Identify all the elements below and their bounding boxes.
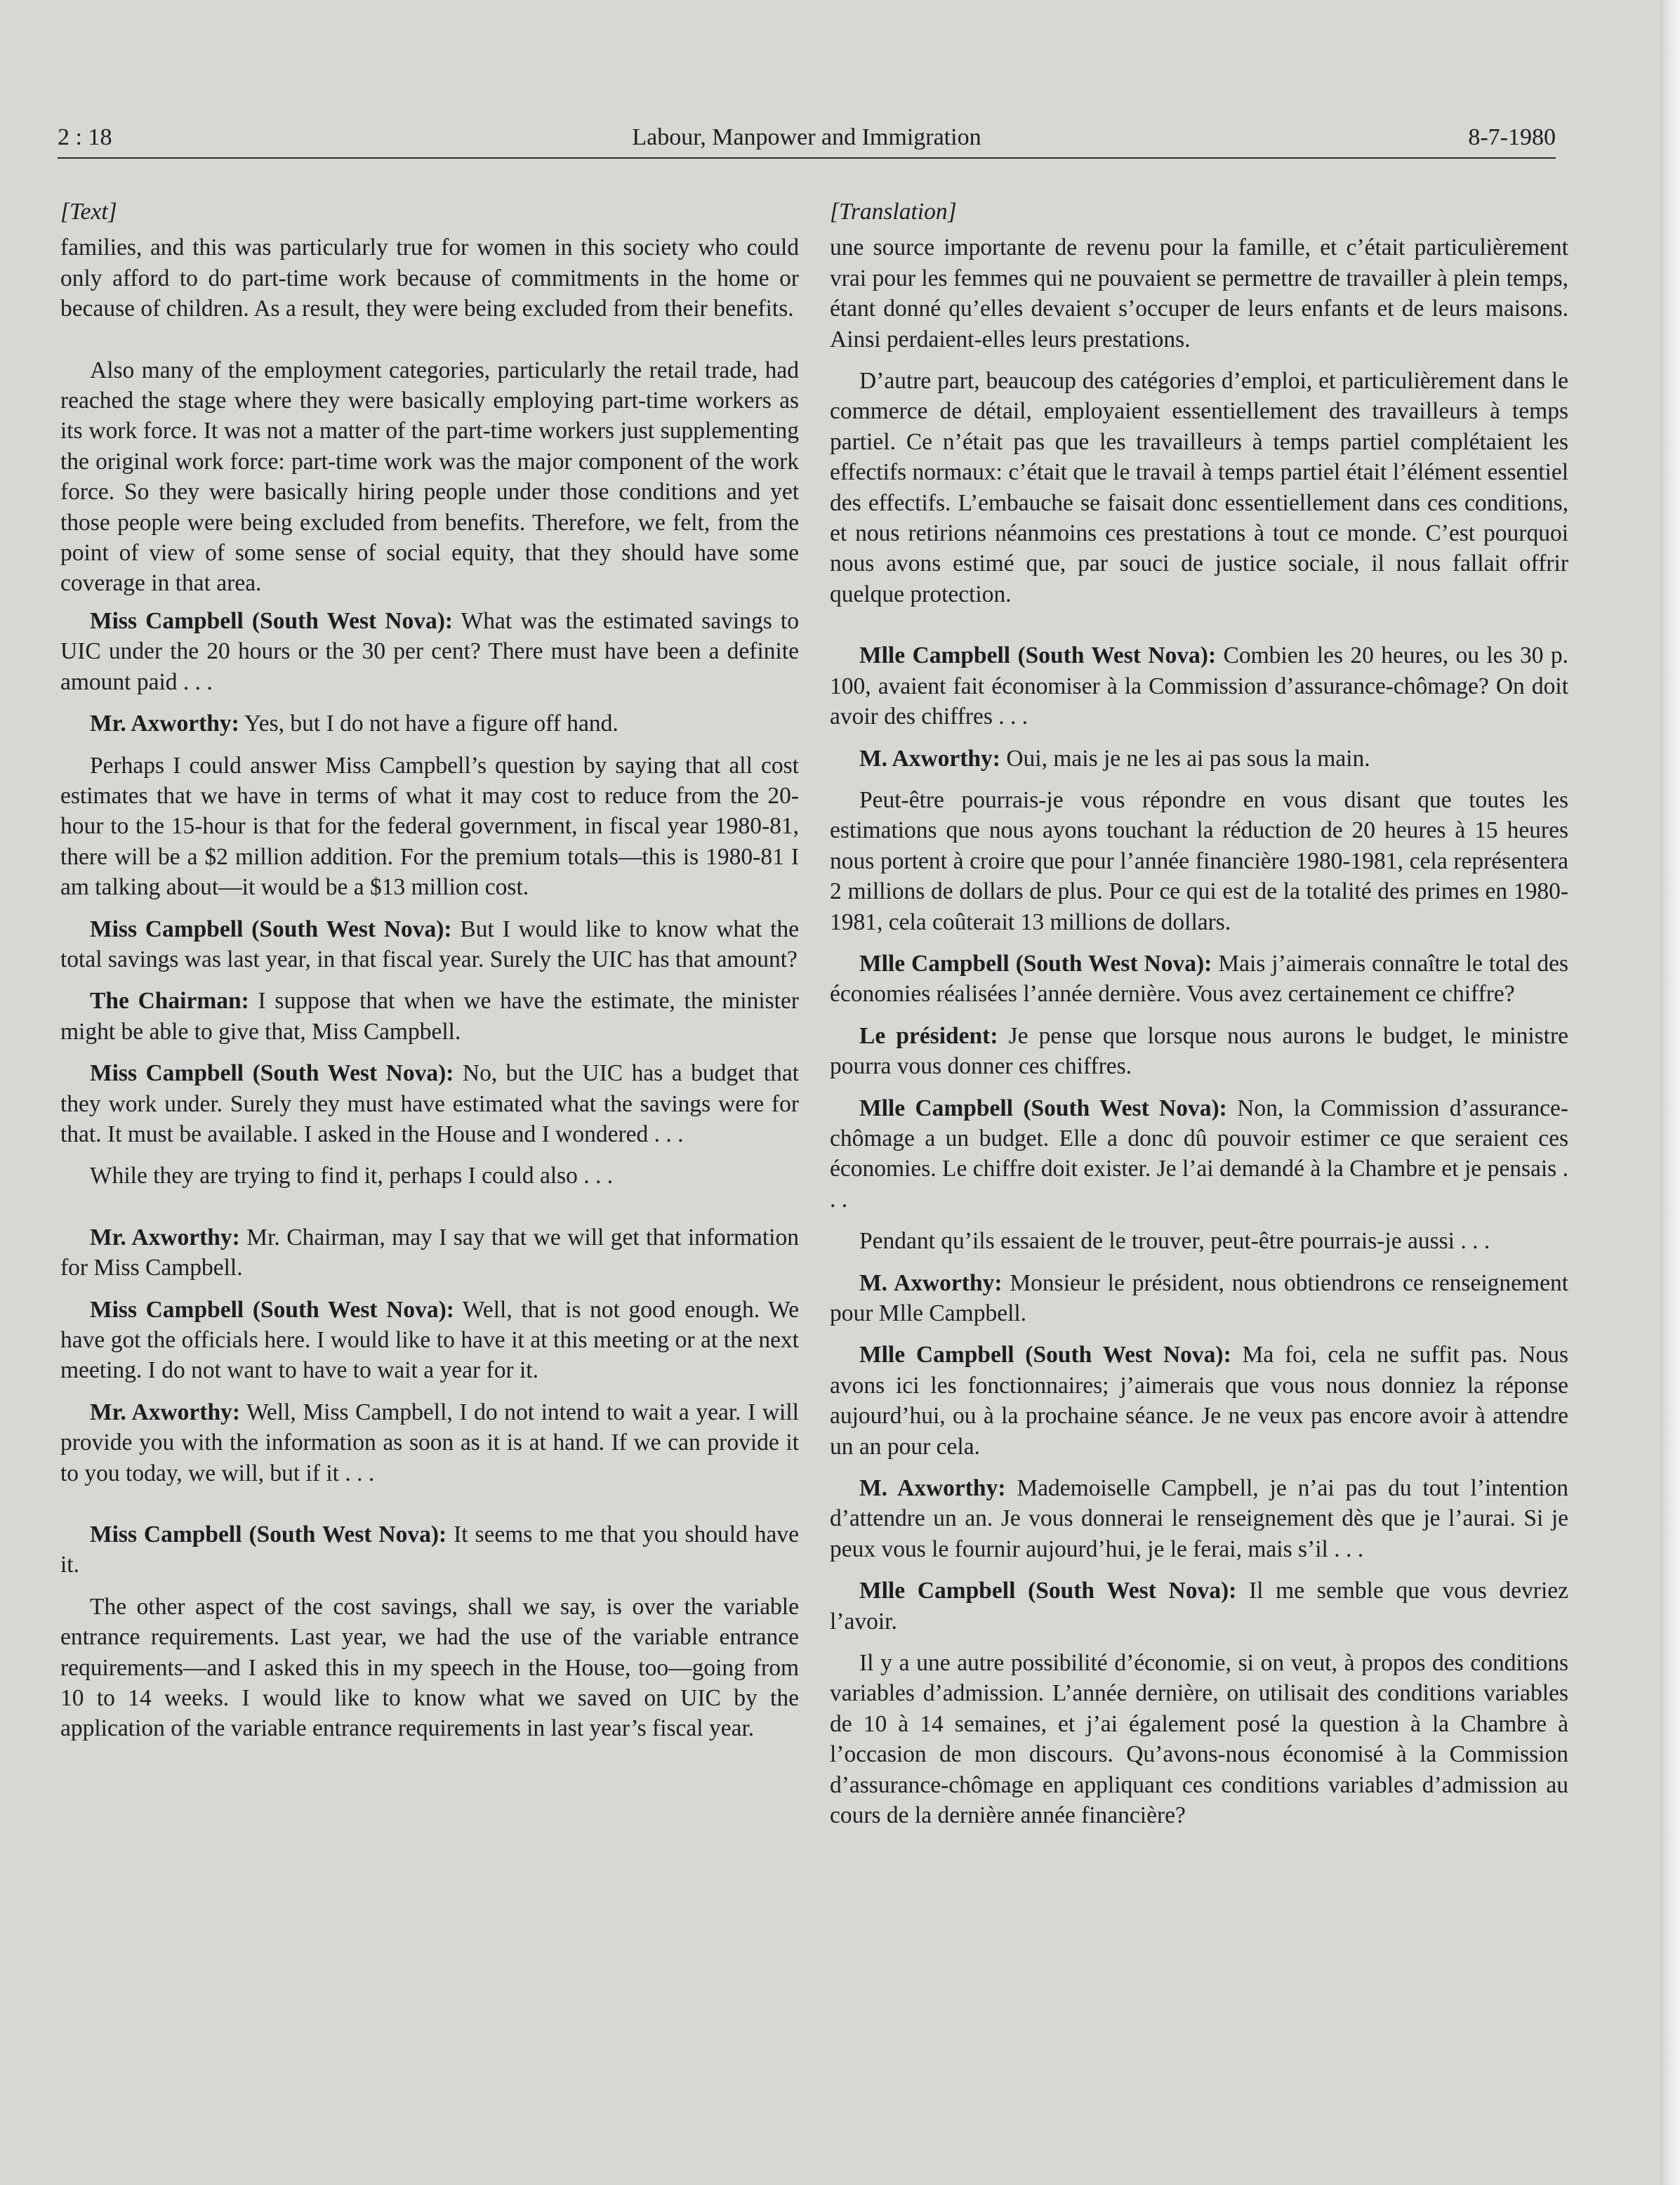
committee-title: Labour, Manpower and Immigration bbox=[632, 124, 981, 150]
speaker-name: M. Axworthy: bbox=[859, 745, 1000, 772]
paragraph: Pendant qu’ils essaient de le trouver, peut-être pourrais-je aussi . . . bbox=[859, 1228, 1490, 1255]
speaker-paragraph: Miss Campbell (South West Nova): No, but the UIC has a budget that they work under. Surely they must have estimated what the savings were for that. It must be available. I asked in the House and I wondered . . . bbox=[60, 1060, 799, 1147]
column-label-text: [Text] bbox=[60, 199, 117, 225]
speaker-name: The Chairman: bbox=[90, 988, 249, 1015]
speaker-name: Miss Campbell (South West Nova): bbox=[90, 1296, 454, 1323]
running-header bbox=[58, 121, 1556, 154]
french-column bbox=[830, 197, 1568, 1831]
speaker-name: Mlle Campbell (South West Nova): bbox=[859, 642, 1217, 669]
header-date: 8-7-1980 bbox=[1468, 124, 1556, 150]
speaker-paragraph: M. Axworthy: Oui, mais je ne les ai pas sous la main. bbox=[859, 745, 1370, 772]
speaker-name: Mlle Campbell (South West Nova): bbox=[859, 950, 1212, 977]
speaker-paragraph: Mlle Campbell (South West Nova): Il me semble que vous devriez l’avoir. bbox=[830, 1578, 1569, 1635]
column-label-translation: [Translation] bbox=[830, 199, 957, 225]
paragraph: families, and this was particularly true for women in this society who could only afford to do part-time work because of commitments in the home or because of children. As a result, they were being excluded from their benefits. bbox=[60, 235, 799, 322]
speaker-paragraph: Miss Campbell (South West Nova): It seems to me that you should have it. bbox=[60, 1521, 799, 1578]
speaker-paragraph: Mlle Campbell (South West Nova): Combien les 20 heures, ou les 30 p. 100, avaient fait économiser à la Commission d’assurance-chômage? On doit avoir des chiffres . . . bbox=[830, 642, 1569, 730]
speaker-name: M. Axworthy: bbox=[859, 1475, 1006, 1502]
speaker-paragraph: Mlle Campbell (South West Nova): Mais j’aimerais connaître le total des économies réalisées l’année dernière. Vous avez certainement ce chiffre? bbox=[830, 950, 1569, 1008]
paragraph: Il y a une autre possibilité d’économie, si on veut, à propos des conditions variables d’admission. L’année dernière, on utilisait des conditions variables de 10 à 14 semaines, et j’ai également posé la question à la Chambre à l’occasion de mon discours. Qu’avons-nous économisé à la Commission d’assurance-chômage en appliquant ces conditions variables d’admission au cours de la dernière année financière? bbox=[830, 1650, 1568, 1829]
header-rule bbox=[58, 157, 1556, 159]
speaker-paragraph: The Chairman: I suppose that when we have the estimate, the minister might be able to give that, Miss Campbell. bbox=[60, 988, 800, 1045]
english-column bbox=[60, 197, 799, 1744]
paragraph: une source importante de revenu pour la famille, et c’était particulièrement vrai pour les femmes qui ne pouvaient se permettre de travailler à plein temps, étant donné qu’elles devaient s’occuper de leurs enfants et de leurs maisons. Ainsi perdaient-elles leurs prestations. bbox=[830, 235, 1568, 352]
paragraph: Peut-être pourrais-je vous répondre en vous disant que toutes les estimations que nous ayons touchant la réduction de 20 heures à 15 heures nous portent à croire que pour l’année financière 1980-1981, cela représentera 2 millions de dollars de plus. Pour ce qui est de la totalité des primes en 1980-1981, cela coûterait 13 millions de dollars. bbox=[830, 786, 1568, 935]
paragraph: Also many of the employment categories, particularly the retail trade, had reached the stage where they were basically employing part-time workers as its work force. It was not a matter of the part-time workers just supplementing the original work force: part-time work was the major component of the work force. So they were basically hiring people under those conditions and yet those people were being excluded from benefits. Therefore, we felt, from the point of view of some sense of social equity, that they should have some coverage in that area. bbox=[60, 357, 799, 597]
speaker-paragraph: Le président: Je pense que lorsque nous aurons le budget, le ministre pourra vous donner ces chiffres. bbox=[830, 1022, 1569, 1080]
speaker-paragraph: Mlle Campbell (South West Nova): Ma foi, cela ne suffit pas. Nous avons ici les fonctionnaires; j’aimerais que vous nous donniez la réponse aujourd’hui, ou à la prochaine séance. Je ne veux pas encore avoir à attendre un an pour cela. bbox=[830, 1342, 1569, 1460]
speaker-name: Mlle Campbell (South West Nova): bbox=[859, 1342, 1231, 1368]
speaker-paragraph: Mr. Axworthy: Mr. Chairman, may I say that we will get that information for Miss Campbell. bbox=[60, 1224, 799, 1281]
speaker-name: Miss Campbell (South West Nova): bbox=[90, 1521, 447, 1548]
speaker-name: Mr. Axworthy: bbox=[90, 1399, 240, 1425]
binding-edge bbox=[1660, 0, 1680, 2185]
speaker-name: M. Axworthy: bbox=[859, 1269, 1003, 1296]
speaker-name: Le président: bbox=[859, 1022, 998, 1049]
speaker-name: Miss Campbell (South West Nova): bbox=[90, 916, 452, 942]
speaker-paragraph: Miss Campbell (South West Nova): What was the estimated savings to UIC under the 20 hours or the 30 per cent? There must have been a definite amount paid . . . bbox=[60, 607, 799, 695]
paragraph: D’autre part, beaucoup des catégories d’emploi, et particulièrement dans le commerce de détail, employaient essentiellement des travailleurs à temps partiel. Ce n’était pas que les travailleurs à temps partiel complétaient les effectifs normaux: c’était que le travail à temps partiel était l’élément essentiel des effectifs. L’embauche se faisait donc essentiellement dans ces conditions, et nous retirions néanmoins ces prestations à tout ce monde. C’est pourquoi nous avons estimé que, par souci de justice sociale, il nous fallait offrir quelque protection. bbox=[830, 368, 1568, 607]
paragraph: While they are trying to find it, perhaps I could also . . . bbox=[90, 1163, 614, 1189]
speaker-name: Mr. Axworthy: bbox=[90, 711, 239, 737]
speaker-name: Mlle Campbell (South West Nova): bbox=[859, 1095, 1227, 1121]
paragraph: The other aspect of the cost savings, shall we say, is over the variable entrance requirements. Last year, we had the use of the variable entrance requirements—and I asked this in my speech in the House, too—going from 10 to 14 weeks. I would like to know what we saved on UIC by the application of the variable entrance requirements in last year’s fiscal year. bbox=[60, 1593, 799, 1742]
speaker-name: Miss Campbell (South West Nova): bbox=[90, 607, 454, 634]
speaker-name: Mlle Campbell (South West Nova): bbox=[859, 1578, 1237, 1604]
speaker-name: Miss Campbell (South West Nova): bbox=[90, 1060, 454, 1087]
speaker-paragraph: Mlle Campbell (South West Nova): Non, la Commission d’assurance-chômage a un budget. Elle a donc dû pouvoir estimer ce que seraient ces économies. Le chiffre doit exister. Je l’ai demandé à la Chambre et je pensais . . . bbox=[830, 1095, 1568, 1213]
speaker-paragraph: Mr. Axworthy: Well, Miss Campbell, I do not intend to wait a year. I will provide you with the information as soon as it is at hand. If we can provide it to you today, we will, but if it . . . bbox=[60, 1399, 799, 1486]
speaker-paragraph: M. Axworthy: Mademoiselle Campbell, je n’ai pas du tout l’intention d’attendre un an. Je vous donnerai le renseignement dès que je l’aurai. Si je peux vous le fournir aujourd’hui, je le ferai, mais s’il . . . bbox=[830, 1475, 1569, 1562]
speaker-name: Mr. Axworthy: bbox=[90, 1224, 240, 1250]
speaker-paragraph: Miss Campbell (South West Nova): Well, that is not good enough. We have got the officials here. I would like to have it at this meeting or at the next meeting. I do not want to have to wait a year for it. bbox=[60, 1296, 799, 1384]
paragraph: Perhaps I could answer Miss Campbell’s question by saying that all cost estimates that we have in terms of what it may cost to reduce from the 20-hour to the 15-hour is that for the federal government, in fiscal year 1980-81, there will be a $2 million addition. For the premium totals—this is 1980-81 I am talking about—it would be a $13 million cost. bbox=[60, 752, 799, 901]
page-number: 2 : 18 bbox=[58, 124, 112, 150]
speaker-paragraph: Miss Campbell (South West Nova): But I would like to know what the total savings was last year, in that fiscal year. Surely the UIC has that amount? bbox=[60, 916, 799, 972]
speaker-paragraph: Mr. Axworthy: Yes, but I do not have a figure off hand. bbox=[90, 711, 619, 737]
speaker-paragraph: M. Axworthy: Monsieur le président, nous obtiendrons ce renseignement pour Mlle Campbell. bbox=[830, 1269, 1569, 1326]
